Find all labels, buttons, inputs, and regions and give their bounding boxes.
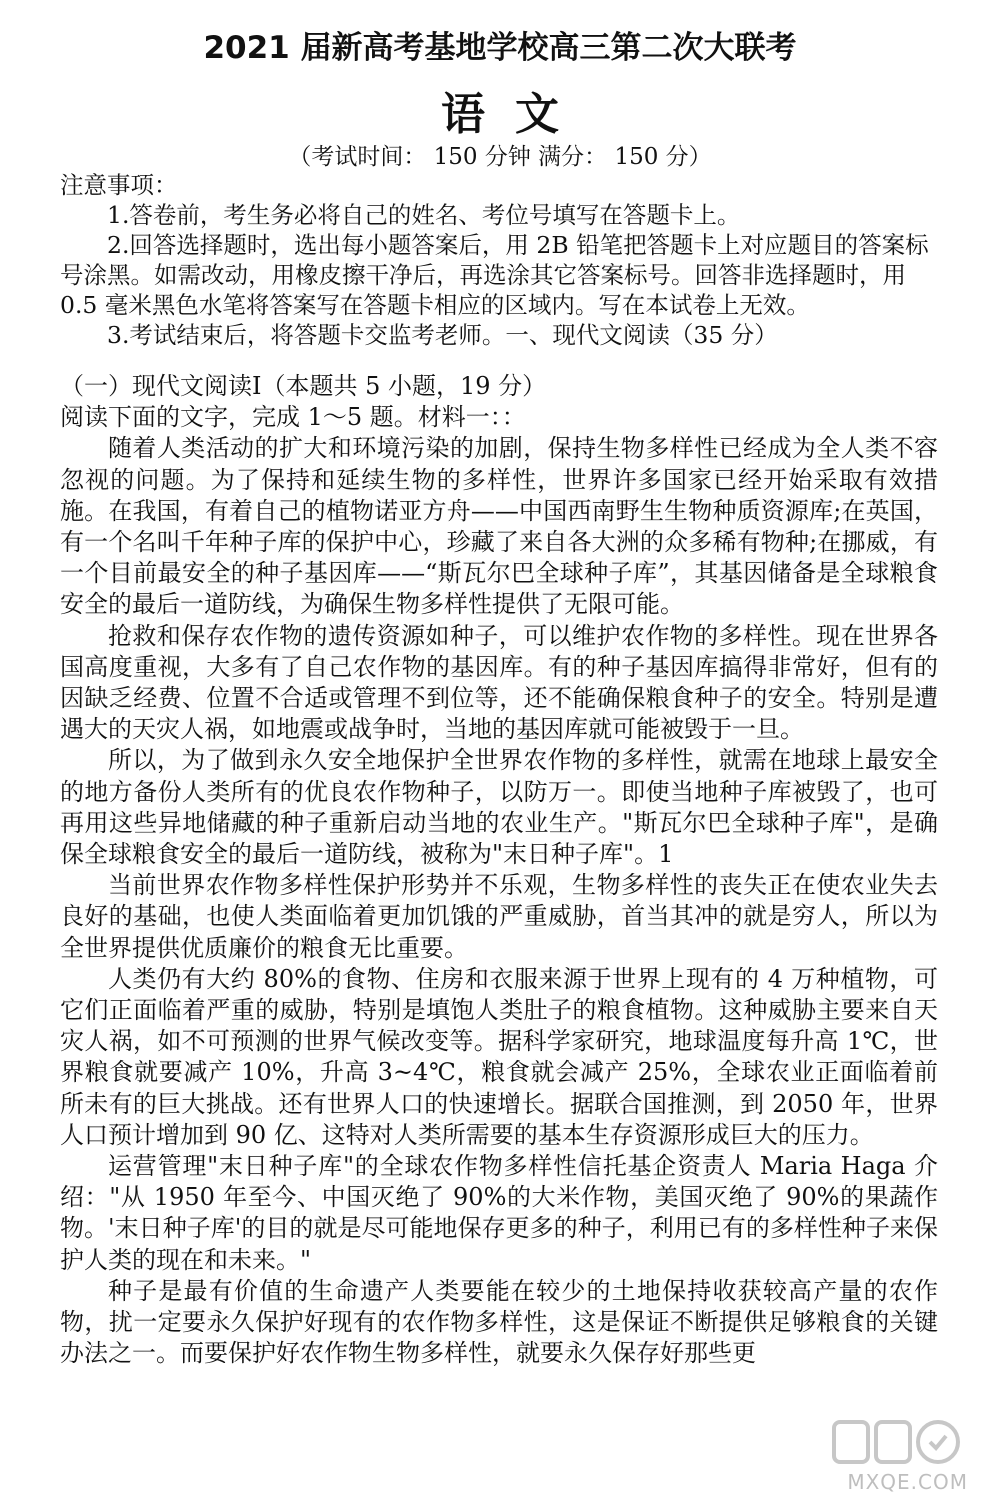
subject-title: 语文: [441, 89, 589, 140]
notes-heading: 注意事项：: [60, 171, 178, 199]
passage-paragraph-3: 所以，为了做到永久安全地保护全世界农作物的多样性，就需在地球上最安全的地方备份人类所有的优良农作物种子，以防万一。即使当地种子库被毁了，也可再用这些异地储藏的种子重新启动当地的农业生产。"斯瓦尔巴全球种子库"，是确保全球粮食安全的最后一道防线，被称为"末日种子库"。1: [60, 746, 938, 869]
watermark-text: MXQE.COM: [847, 1470, 968, 1494]
reading-section: [60, 371, 938, 1370]
passage-paragraph-6: 运营管理"末日种子库"的全球农作物多样性信托基企资责人 Maria Haga 介绍："从 1950 年至今、中国灭绝了 90%的大米作物，美国灭绝了 90%的果蔬作物。'末日种子库'的目的就是尽可能地保存更多的种子，利用已有的多样性种子来保护人类的现在和未来。": [60, 1152, 938, 1274]
subsection-title: （一）现代文阅读Ⅰ（本题共 5 小题，19 分）: [60, 372, 547, 400]
note-item-3: 3.考试结束后，将答题卡交监考老师。一、现代文阅读（35 分）: [107, 321, 778, 349]
notes-section: [60, 170, 940, 350]
note-item-2: 2.回答选择题时，选出每小题答案后，用 2B 铅笔把答题卡上对应题目的答案标号涂黑。如需改动，用橡皮擦干净后，再选涂其它答案标号。回答非选择题时，用 0.5 毫米黑色水笔将答案写在答题卡相应的区域内。写在本试卷上无效。: [60, 231, 929, 319]
passage-paragraph-2: 抢救和保存农作物的遗传资源如种子，可以维护农作物的多样性。现在世界各国高度重视，大多有了自己农作物的基因库。有的种子基因库搞得非常好，但有的因缺乏经费、位置不合适或管理不到位等，还不能确保粮食种子的安全。特别是遭遇大的天灾人祸，如地震或战争时，当地的基因库就可能被毁于一旦。: [60, 621, 938, 744]
reading-instruction: 阅读下面的文字，完成 1～5 题。材料一：：: [60, 403, 526, 432]
passage-paragraph-7: 种子是最有价值的生命遗产人类要能在较少的土地保持收获较高产量的农作物，扰一定要永久保护好现有的农作物多样性，这是保证不断提供足够粮食的关键办法之一。而要保护好农作物生物多样性，就要永久保存好那些更: [60, 1276, 938, 1368]
passage-paragraph-5: 人类仍有大约 80%的食物、住房和衣服来源于世界上现有的 4 万种植物，可它们正面临着严重的威胁，特别是填饱人类肚子的粮食植物。这种威胁主要来自天灾人祸，如不可预测的世界气候改变等。据科学家研究，地球温度每升高 1℃，世界粮食就要减产 10%，升高 3~4℃，粮食就会减产 25%，全球农业正面临着前所未有的巨大挑战。还有世界人口的快速增长。据联合国推测，到 2050 年，世界人口预计增加到 90 亿、这特对人类所需要的基本生存资源形成巨大的压力。: [60, 964, 938, 1149]
passage-paragraph-4: 当前世界农作物多样性保护形势并不乐观，生物多样性的丧失正在使农业失去良好的基础，也使人类面临着更加饥饿的严重威胁，首当其冲的就是穷人，所以为全世界提供优质廉价的粮食无比重要。: [60, 871, 938, 962]
exam-title: 2021 届新高考基地学校高三第二次大联考: [203, 30, 797, 66]
passage-paragraph-1: 随着人类活动的扩大和环境污染的加剧，保持生物多样性已经成为全人类不容忽视的问题。为了保持和延续生物的多样性，世界许多国家已经开始采取有效措施。在我国，有着自己的植物诺亚方舟——中国西南野生生物种质资源库;在英国，有一个名叫千年种子库的保护中心，珍藏了来自各大洲的众多稀有物种;在挪威，有一个目前最安全的种子基因库——“斯瓦尔巴全球种子库”，其基因储备是全球粮食安全的最后一道防线，为确保生物多样性提供了无限可能。: [60, 434, 938, 619]
watermark-logo-icon: [830, 1414, 960, 1470]
exam-info: （考试时间： 150 分钟 满分： 150 分）: [288, 144, 712, 170]
watermark: [822, 1408, 972, 1494]
note-item-1: 1.答卷前，考生务必将自己的姓名、考位号填写在答题卡上。: [107, 201, 741, 229]
